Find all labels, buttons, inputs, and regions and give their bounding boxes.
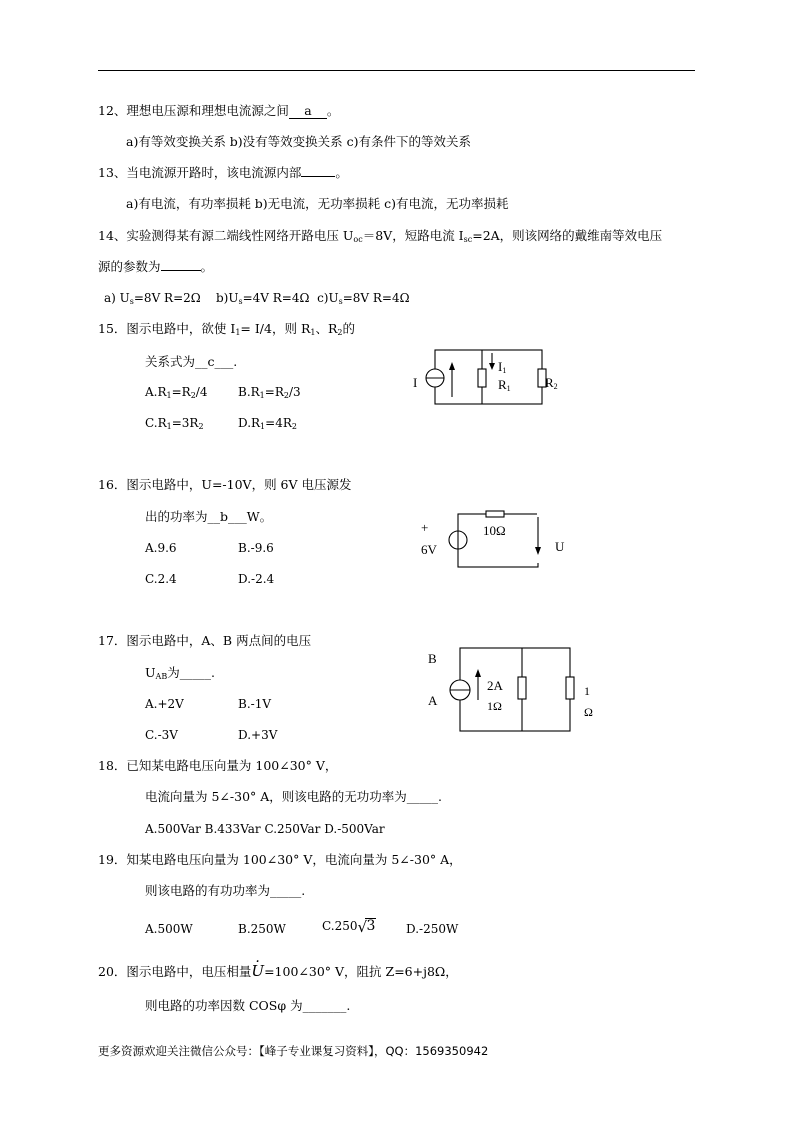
q17-option-d[interactable]: D.+3V: [238, 728, 278, 742]
header-rule: [98, 70, 695, 71]
q12-stem: 12、理想电压源和理想电流源之间 a 。: [98, 103, 340, 118]
q16-option-b[interactable]: B.-9.6: [238, 541, 274, 555]
q15-circuit-outline: [435, 350, 542, 404]
q16-resistor: [486, 511, 504, 517]
q18-options: A.500Var B.433Var C.250Var D.-500Var: [145, 822, 385, 836]
phasor-u: U .: [251, 962, 264, 980]
q14-options: a) $U_s=8V$ R=2Ω $b)U_s=4V$ R=4Ω $c)U_s=8V$ R=4Ω: [104, 291, 410, 306]
q20-stem-line2: 则电路的功率因数 COSφ 为_______.: [145, 998, 351, 1013]
q15-answer: __c___: [195, 354, 234, 369]
q15-option-c[interactable]: $C.R_1=3R_2$: [145, 416, 204, 431]
q17-option-a[interactable]: A.+2V: [145, 697, 184, 711]
q14-stem-line2: 源的参数为 。: [98, 259, 214, 274]
q15-label-r1: $R_1$: [498, 377, 511, 393]
q16-circuit-outline: [458, 514, 538, 567]
q16-label-plus: +: [421, 520, 429, 535]
footer-note: 更多资源欢迎关注微信公众号：【峰子专业课复习资料】，QQ：1569350942: [98, 1044, 489, 1058]
q18-stem: 18．已知某电路电压向量为 100∠30° V，: [98, 758, 338, 773]
q15-r1-resistor: [478, 369, 486, 387]
q17-option-c[interactable]: C.-3V: [145, 728, 178, 742]
q16-stem: 16．图示电路中，U=-10V，则 6V 电压源发: [98, 477, 352, 492]
q12-options: a)有等效变换关系 b)没有等效变换关系 c)有条件下的等效关系: [126, 134, 472, 149]
q19-option-a[interactable]: A.500W: [145, 922, 193, 936]
q18-stem-line2: 电流向量为 5∠-30° A，则该电路的无功功率为_____.: [145, 789, 443, 804]
sqrt-symbol: √ 3: [357, 918, 376, 936]
q15-label-i: I: [413, 375, 418, 390]
q15-label-r2: $R_2$: [545, 375, 558, 391]
q17-stem: 17．图示电路中，A、B 两点间的电压: [98, 633, 312, 648]
q15-stem-line2: 关系式为__c___.: [145, 354, 238, 369]
q15-label-i1: $I_1$: [498, 359, 507, 375]
q20-stem: 20．图示电路中，电压相量U .=100∠30° V，阻抗 Z=6+j8Ω，: [98, 963, 458, 980]
q16-option-a[interactable]: A.9.6: [145, 541, 177, 555]
q16-circuit-diagram: [440, 505, 550, 575]
q19-option-c[interactable]: C.250 √ 3: [322, 918, 376, 936]
q17-label-1ohm: 1Ω: [487, 699, 502, 713]
q13-options: a)有电流，有功率损耗 b)无电流，无功率损耗 c)有电流，无功率损耗: [126, 196, 509, 211]
q16-label-10ohm: 10Ω: [483, 523, 506, 538]
q17-label-right-ohm: Ω: [584, 705, 593, 719]
q17-stem-line2: $U_{AB}$为_____.: [145, 665, 215, 681]
q17-circuit-outline: [460, 648, 570, 731]
q12-answer-blank[interactable]: a: [289, 104, 327, 119]
q15-option-b[interactable]: $B.R_1=R_2/3$: [238, 385, 301, 400]
q13-stem: 13、当电流源开路时，该电流源内部 。: [98, 165, 348, 180]
q17-label-right-1: 1: [584, 684, 590, 698]
q17-circuit-diagram: [445, 645, 580, 735]
q16-option-d[interactable]: D.-2.4: [238, 572, 275, 586]
q15-option-a[interactable]: $A.R_1=R_2/4$: [145, 385, 208, 400]
q14-answer-blank[interactable]: [161, 270, 201, 271]
q15-stem: 15．图示电路中，欲使 $I_1= I/4$，则 $R_1$、$R_2$的: [98, 321, 355, 337]
q15-option-d[interactable]: $D.R_1=4R_2$: [238, 416, 297, 431]
q17-label-2a: 2A: [487, 678, 503, 693]
q16-label-u: U: [555, 539, 565, 554]
q19-option-b[interactable]: B.250W: [238, 922, 286, 936]
q13-answer-blank[interactable]: [301, 176, 335, 177]
q14-stem: 14、实验测得某有源二端线性网络开路电压 $U_{oc}=8V$，短路电流 $I_{sc}=2A$，则该网络的戴维南等效电压: [98, 228, 663, 244]
q16-label-6v: 6V: [421, 542, 437, 557]
q19-stem-line2: 则该电路的有功功率为_____.: [145, 883, 306, 898]
q16-option-c[interactable]: C.2.4: [145, 572, 177, 586]
q17-label-b: B: [428, 651, 437, 666]
q15-circuit-diagram: [410, 345, 550, 407]
q16-stem-line2: 出的功率为__b___W。: [145, 509, 273, 524]
q17-right-resistor: [566, 677, 574, 699]
q17-label-a: A: [428, 693, 438, 708]
q17-option-b[interactable]: B.-1V: [238, 697, 271, 711]
q17-middle-resistor: [518, 677, 526, 699]
q19-stem: 19．知某电路电压向量为 100∠30° V，电流向量为 5∠-30° A，: [98, 852, 462, 867]
q19-option-d[interactable]: D.-250W: [406, 922, 459, 936]
